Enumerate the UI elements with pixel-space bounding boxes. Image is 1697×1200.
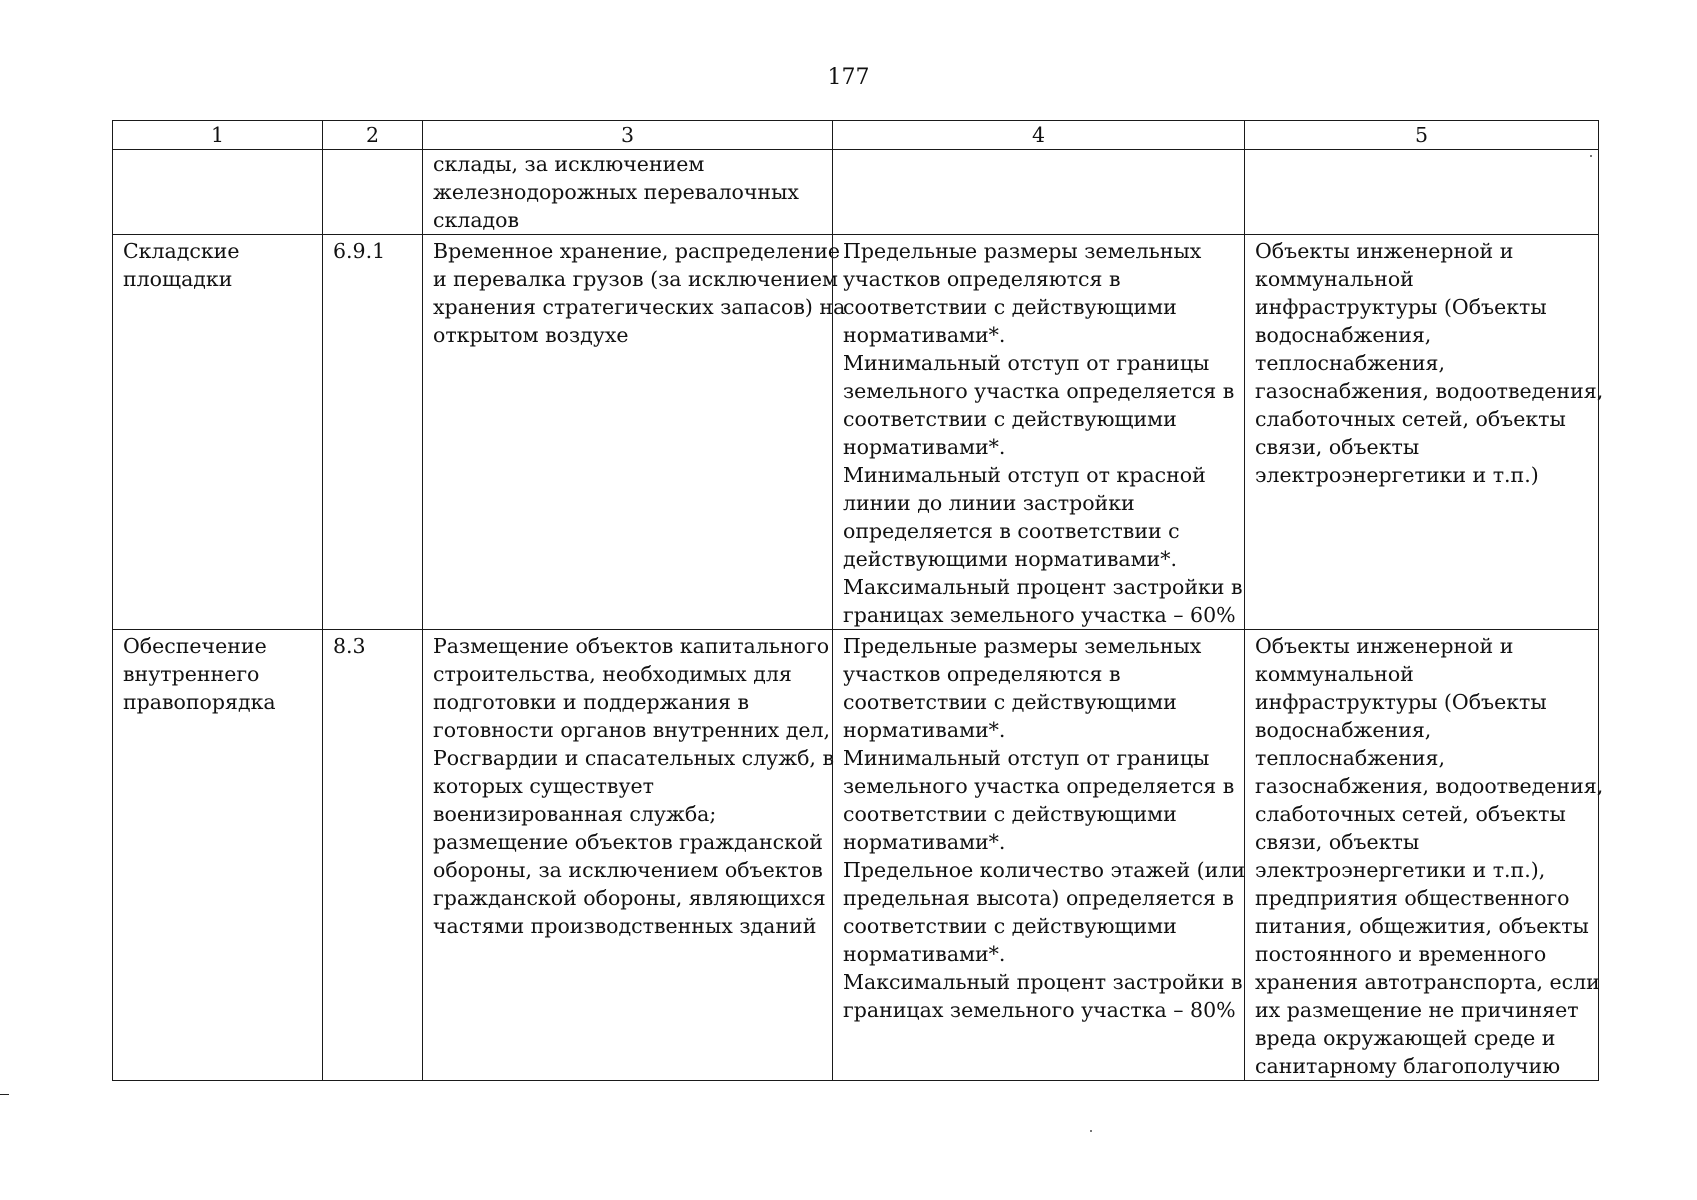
cell-line: линии до линии застройки <box>843 491 1135 515</box>
cell-line: складов <box>433 208 520 232</box>
cell-line: слаботочных сетей, объекты <box>1255 802 1566 826</box>
column-header: 4 <box>833 121 1245 150</box>
cell-line: коммунальной <box>1255 267 1414 291</box>
cell-line: Минимальный отступ от красной <box>843 463 1206 487</box>
cell-line: хранения автотранспорта, если <box>1255 970 1600 994</box>
cell-line: правопорядка <box>123 690 276 714</box>
column-header: 1 <box>113 121 323 150</box>
cell-line: соответствии с действующими <box>843 295 1177 319</box>
cell-line: обороны, за исключением объектов <box>433 858 823 882</box>
cell-line: их размещение не причиняет <box>1255 998 1579 1022</box>
cell-line: предельная высота) определяется в <box>843 886 1234 910</box>
table-row <box>113 630 1599 1081</box>
cell-line: Максимальный процент застройки в <box>843 970 1243 994</box>
cell-line: питания, общежития, объекты <box>1255 914 1589 938</box>
cell-line: открытом воздухе <box>433 323 629 347</box>
use-type-cell <box>113 150 323 235</box>
use-code-cell: 8.3 <box>323 630 423 1081</box>
cell-line: земельного участка определяется в <box>843 379 1235 403</box>
cell-line: инфраструктуры (Объекты <box>1255 690 1547 714</box>
cell-line: хранения стратегических запасов) на <box>433 295 846 319</box>
cell-line: Размещение объектов капитального <box>433 634 830 658</box>
cell-line: постоянного и временного <box>1255 942 1547 966</box>
cell-line: определяется в соответствии с <box>843 519 1180 543</box>
cell-line: электроэнергетики и т.п.), <box>1255 858 1546 882</box>
cell-line: готовности органов внутренних дел, <box>433 718 831 742</box>
column-header: 3 <box>423 121 833 150</box>
use-code-cell <box>323 150 423 235</box>
parameters-cell <box>833 630 1245 1081</box>
margin-mark <box>0 1094 9 1095</box>
land-use-table <box>112 120 1604 1081</box>
cell-line: Объекты инженерной и <box>1255 634 1514 658</box>
cell-line: Временное хранение, распределение <box>433 239 841 263</box>
cell-line: участков определяются в <box>843 662 1121 686</box>
cell-line: площадки <box>123 267 233 291</box>
use-code-cell: 6.9.1 <box>323 235 423 630</box>
auxiliary-uses-cell <box>1245 630 1604 1081</box>
cell-line: Объекты инженерной и <box>1255 239 1514 263</box>
cell-line: нормативами*. <box>843 718 1006 742</box>
table-row <box>113 150 1599 235</box>
cell-line: нормативами*. <box>843 942 1006 966</box>
cell-line: гражданской обороны, являющихся <box>433 886 826 910</box>
cell-line: связи, объекты <box>1255 435 1420 459</box>
cell-line: санитарному благополучию <box>1255 1054 1561 1078</box>
cell-line: частями производственных зданий <box>433 914 817 938</box>
cell-line: слаботочных сетей, объекты <box>1255 407 1566 431</box>
cell-line: и перевалка грузов (за исключением <box>433 267 838 291</box>
cell-line: Росгвардии и спасательных служб, в <box>433 746 835 770</box>
column-header: 5 <box>1245 121 1599 150</box>
cell-line: связи, объекты <box>1255 830 1420 854</box>
cell-line: соответствии с действующими <box>843 690 1177 714</box>
cell-line: строительства, необходимых для <box>433 662 792 686</box>
cell-line: коммунальной <box>1255 662 1414 686</box>
scan-speck <box>1090 1130 1092 1132</box>
column-header: 2 <box>323 121 423 150</box>
parameters-cell <box>833 150 1245 235</box>
cell-line: Предельные размеры земельных <box>843 239 1202 263</box>
use-description-cell <box>423 630 833 1081</box>
cell-line: которых существует <box>433 774 654 798</box>
use-description-cell <box>423 150 833 235</box>
auxiliary-uses-cell <box>1245 235 1604 630</box>
cell-line: вреда окружающей среде и <box>1255 1026 1556 1050</box>
cell-line: действующими нормативами*. <box>843 547 1177 571</box>
table-row <box>113 235 1599 630</box>
cell-line: военизированная служба; <box>433 802 717 826</box>
cell-line: Обеспечение <box>123 634 267 658</box>
cell-line: инфраструктуры (Объекты <box>1255 295 1547 319</box>
cell-line: Минимальный отступ от границы <box>843 351 1210 375</box>
cell-line: водоснабжения, <box>1255 718 1432 742</box>
cell-line: склады, за исключением <box>433 152 705 176</box>
cell-line: теплоснабжения, <box>1255 746 1445 770</box>
cell-line: предприятия общественного <box>1255 886 1570 910</box>
cell-line: Минимальный отступ от границы <box>843 746 1210 770</box>
cell-line: железнодорожных перевалочных <box>433 180 799 204</box>
cell-line: размещение объектов гражданской <box>433 830 823 854</box>
cell-line: участков определяются в <box>843 267 1121 291</box>
cell-line: границах земельного участка – 60% <box>843 603 1236 627</box>
cell-line: Предельное количество этажей (или <box>843 858 1246 882</box>
cell-line: границах земельного участка – 80% <box>843 998 1236 1022</box>
page-number: 177 <box>827 65 870 90</box>
cell-line: теплоснабжения, <box>1255 351 1445 375</box>
cell-line: Складские <box>123 239 240 263</box>
cell-line: подготовки и поддержания в <box>433 690 750 714</box>
table-header-row <box>113 121 1599 150</box>
cell-line: соответствии с действующими <box>843 407 1177 431</box>
cell-line: соответствии с действующими <box>843 914 1177 938</box>
scan-speck <box>1590 155 1592 157</box>
cell-line: водоснабжения, <box>1255 323 1432 347</box>
cell-line: нормативами*. <box>843 323 1006 347</box>
cell-line: нормативами*. <box>843 830 1006 854</box>
use-type-cell <box>113 235 323 630</box>
cell-line: Максимальный процент застройки в <box>843 575 1243 599</box>
cell-line: электроэнергетики и т.п.) <box>1255 463 1539 487</box>
cell-line: соответствии с действующими <box>843 802 1177 826</box>
cell-line: внутреннего <box>123 662 260 686</box>
cell-line: газоснабжения, водоотведения, <box>1255 379 1604 403</box>
parameters-cell <box>833 235 1245 630</box>
cell-line: нормативами*. <box>843 435 1006 459</box>
use-type-cell <box>113 630 323 1081</box>
cell-line: земельного участка определяется в <box>843 774 1235 798</box>
cell-line: Предельные размеры земельных <box>843 634 1202 658</box>
cell-line: газоснабжения, водоотведения, <box>1255 774 1604 798</box>
use-description-cell <box>423 235 846 630</box>
auxiliary-uses-cell <box>1245 150 1599 235</box>
